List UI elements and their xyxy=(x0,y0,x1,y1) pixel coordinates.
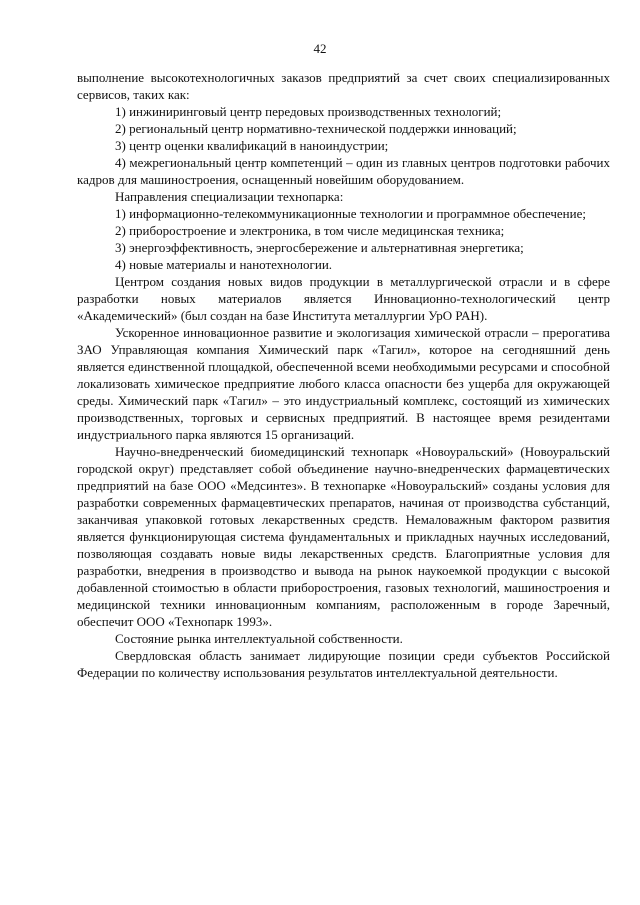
document-body xyxy=(77,69,610,681)
paragraph: Центром создания новых видов продукции в металлургической отрасли и в сфере разработки новых материалов является Инновационно-технологический центр «Академический» (был создан на базе Института металлургии УрО РАН). xyxy=(77,274,610,323)
paragraph: Ускоренное инновационное развитие и экологизация химической отрасли – прерогатива ЗАО Управляющая компания Химический парк «Тагил», которое на сегодняшний день является единственной площадкой, обеспеченной всеми необходимыми ресурсами и способной локализовать химическое предприятие любого класса опасности без ущерба для окружающей среды. Химический парк «Тагил» – это индустриальный комплекс, состоящий из химических производственных, торговых и сервисных предприятий. В настоящее время резидентами индустриального парка являются 15 организаций. xyxy=(77,325,610,442)
page-number: 42 xyxy=(313,41,327,56)
paragraph: Состояние рынка интеллектуальной собственности. xyxy=(115,631,403,646)
paragraph: Научно-внедренческий биомедицинский технопарк «Новоуральский» (Новоуральский городской округ) представляет собой объединение научно-внедренческих фармацевтических предприятий на базе ООО «Медсинтез». В технопарке «Новоуральский» созданы условия для разработки современных фармацевтических препаратов, начиная от производства субстанций, заканчивая упаковкой готовых лекарственных средств. Немаловажным фактором развития является функционирующая система фундаментальных и прикладных научных исследований, позволяющая создавать новые виды лекарственных средств. Благоприятные условия для разработки, внедрения в производство и вывода на рынок наукоемкой продукции с высокой добавленной стоимостью в области приборостроения, газовых технологий, машиностроения и медицинской техники инновационным компаниям, расположенным в городе Заречный, обеспечит ООО «Технопарк 1993». xyxy=(77,444,610,629)
list-item: 2) региональный центр нормативно-технической поддержки инноваций; xyxy=(115,121,517,136)
list-item: 4) новые материалы и нанотехнологии. xyxy=(115,257,333,272)
list-item: 1) информационно-телекоммуникационные технологии и программное обеспечение; xyxy=(115,206,586,221)
list-item: 4) межрегиональный центр компетенций – один из главных центров подготовки рабочих кадров для машиностроения, оснащенный новейшим оборудованием. xyxy=(77,155,610,187)
list-item: 1) инжиниринговый центр передовых производственных технологий; xyxy=(115,104,502,119)
list-item: 3) энергоэффективность, энергосбережение и альтернативная энергетика; xyxy=(115,240,524,255)
list-item: 3) центр оценки квалификаций в наноиндустрии; xyxy=(115,138,389,153)
list-item: 2) приборостроение и электроника, в том числе медицинская техника; xyxy=(115,223,505,238)
paragraph: выполнение высокотехнологичных заказов предприятий за счет своих специализированных сервисов, таких как: xyxy=(77,70,610,102)
paragraph: Свердловская область занимает лидирующие позиции среди субъектов Российской Федерации по количеству использования результатов интеллектуальной деятельности. xyxy=(77,648,610,680)
paragraph: Направления специализации технопарка: xyxy=(115,189,344,204)
